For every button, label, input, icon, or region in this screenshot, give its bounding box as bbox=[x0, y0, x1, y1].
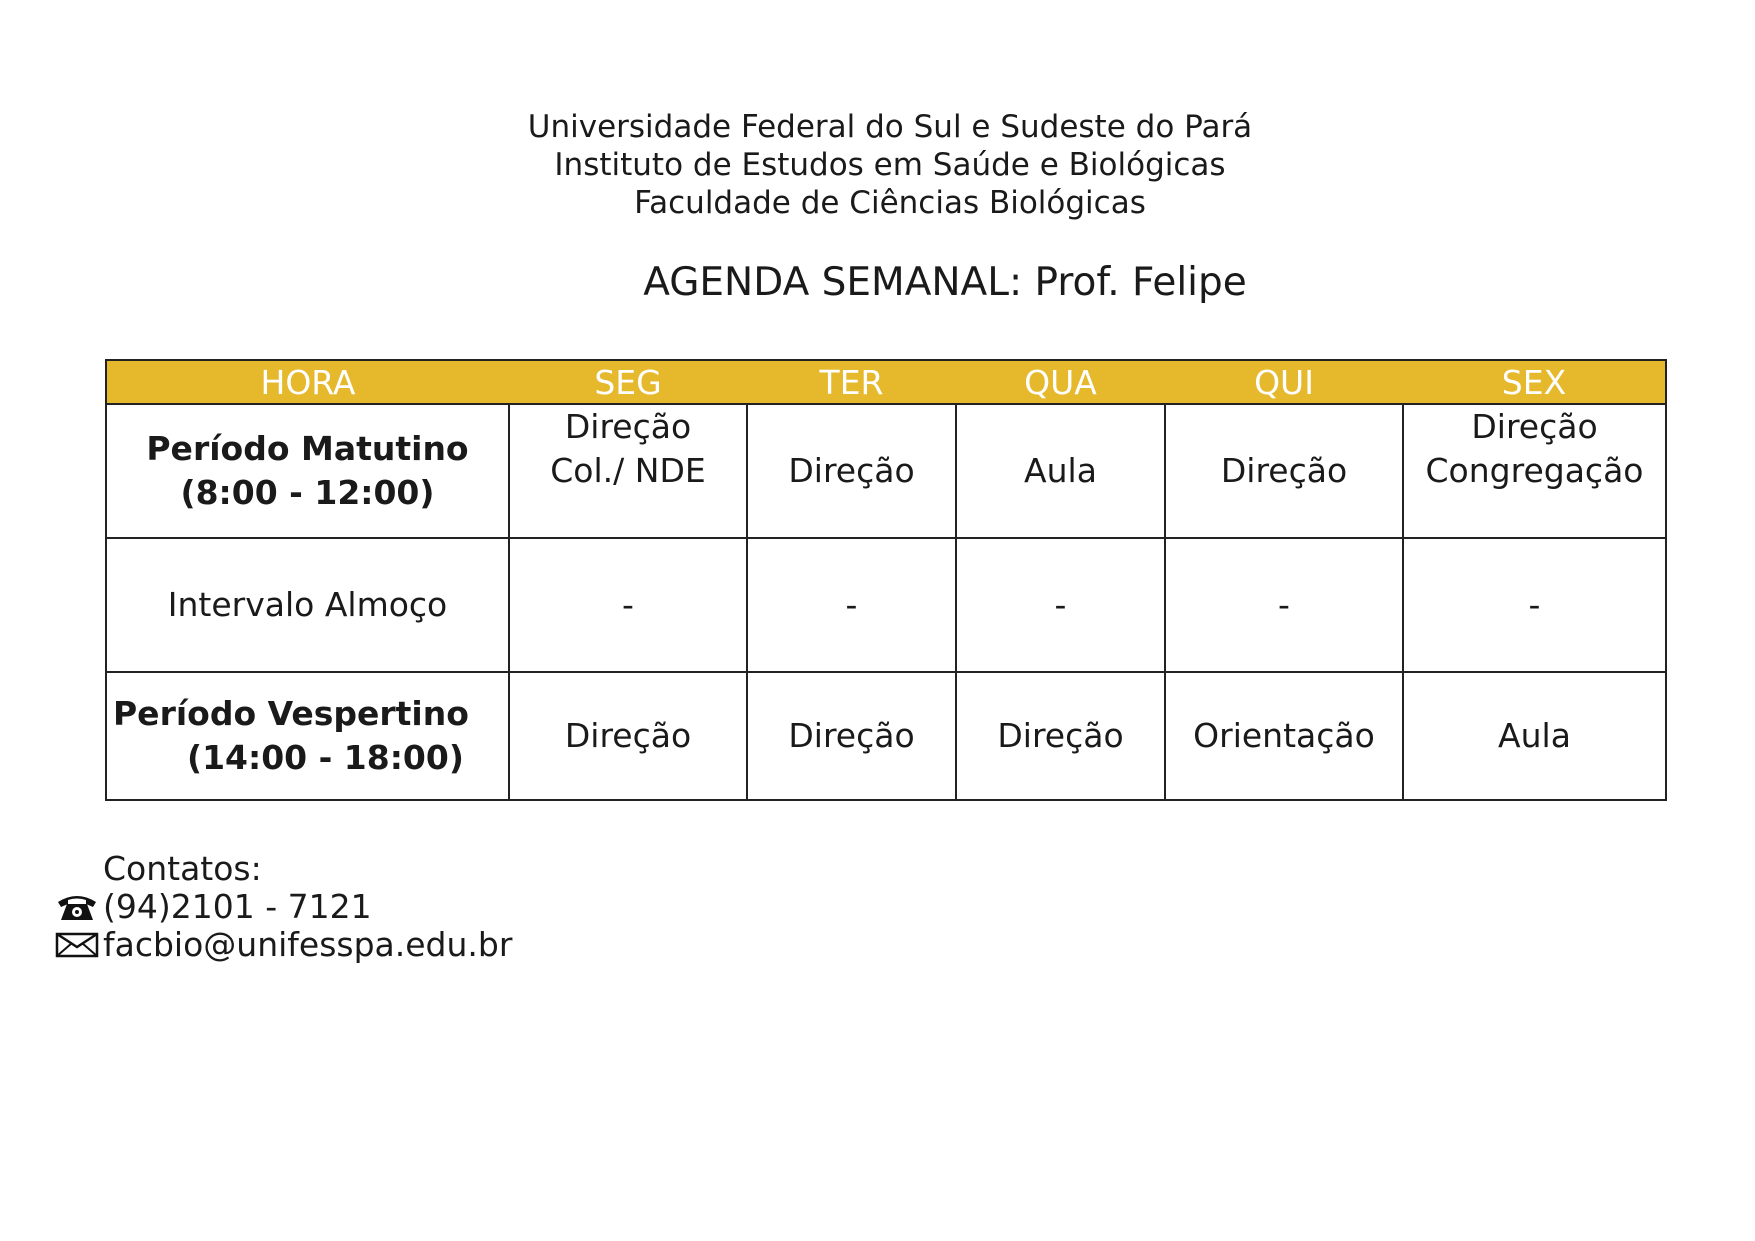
cell-line: Col./ NDE bbox=[550, 451, 706, 490]
contacts-heading: Contatos: bbox=[103, 849, 262, 888]
cell-afternoon-seg: Direção bbox=[509, 672, 747, 800]
cell-morning-sex bbox=[1403, 404, 1666, 538]
cell-line: Congregação bbox=[1425, 451, 1644, 490]
contact-phone: (94)2101 - 7121 bbox=[103, 887, 372, 926]
cell-lunch-seg: - bbox=[509, 538, 747, 672]
institute-name: Instituto de Estudos em Saúde e Biológicas bbox=[554, 147, 1226, 183]
period-hours: (8:00 - 12:00) bbox=[180, 473, 435, 512]
contact-email[interactable]: facbio@unifesspa.edu.br bbox=[103, 925, 513, 964]
cell-afternoon-qua: Direção bbox=[956, 672, 1165, 800]
period-label-afternoon bbox=[106, 672, 509, 800]
column-header-sex: SEX bbox=[1403, 360, 1666, 404]
cell-afternoon-qui: Orientação bbox=[1165, 672, 1403, 800]
column-header-hora: HORA bbox=[106, 360, 509, 404]
cell-lunch-qui: - bbox=[1165, 538, 1403, 672]
cell-morning-seg bbox=[509, 404, 747, 538]
cell-morning-qua: Aula bbox=[956, 404, 1165, 538]
cell-lunch-sex: - bbox=[1403, 538, 1666, 672]
cell-line: Direção bbox=[1471, 407, 1598, 446]
university-name: Universidade Federal do Sul e Sudeste do Pará bbox=[527, 109, 1253, 145]
cell-lunch-qua: - bbox=[956, 538, 1165, 672]
period-label-lunch: Intervalo Almoço bbox=[106, 538, 509, 672]
contact-phone-row bbox=[55, 888, 512, 926]
envelope-icon bbox=[55, 926, 101, 964]
table-header-row bbox=[106, 360, 1666, 404]
faculty-name: Faculdade de Ciências Biológicas bbox=[634, 185, 1146, 221]
period-name: Período Matutino bbox=[146, 429, 469, 468]
cell-morning-qui: Direção bbox=[1165, 404, 1403, 538]
table-row-morning bbox=[106, 404, 1666, 538]
cell-line: Direção bbox=[564, 407, 692, 446]
column-header-ter: TER bbox=[747, 360, 956, 404]
cell-afternoon-sex: Aula bbox=[1403, 672, 1666, 800]
institution-header bbox=[120, 108, 1660, 222]
page-title: AGENDA SEMANAL: Prof. Felipe bbox=[643, 260, 1247, 305]
telephone-icon bbox=[55, 888, 101, 926]
contacts-heading-row bbox=[55, 850, 512, 888]
column-header-qui: QUI bbox=[1165, 360, 1403, 404]
cell-lunch-ter: - bbox=[747, 538, 956, 672]
period-label-morning bbox=[106, 404, 509, 538]
table-row-afternoon bbox=[106, 672, 1666, 800]
table-row-lunch bbox=[106, 538, 1666, 672]
cell-afternoon-ter: Direção bbox=[747, 672, 956, 800]
cell-morning-ter: Direção bbox=[747, 404, 956, 538]
weekly-schedule-table bbox=[105, 359, 1667, 801]
column-header-qua: QUA bbox=[956, 360, 1165, 404]
contacts-section bbox=[55, 850, 512, 964]
period-hours: (14:00 - 18:00) bbox=[187, 738, 464, 777]
column-header-seg: SEG bbox=[509, 360, 747, 404]
period-name: Período Vespertino bbox=[113, 694, 469, 733]
contact-email-row bbox=[55, 926, 512, 964]
